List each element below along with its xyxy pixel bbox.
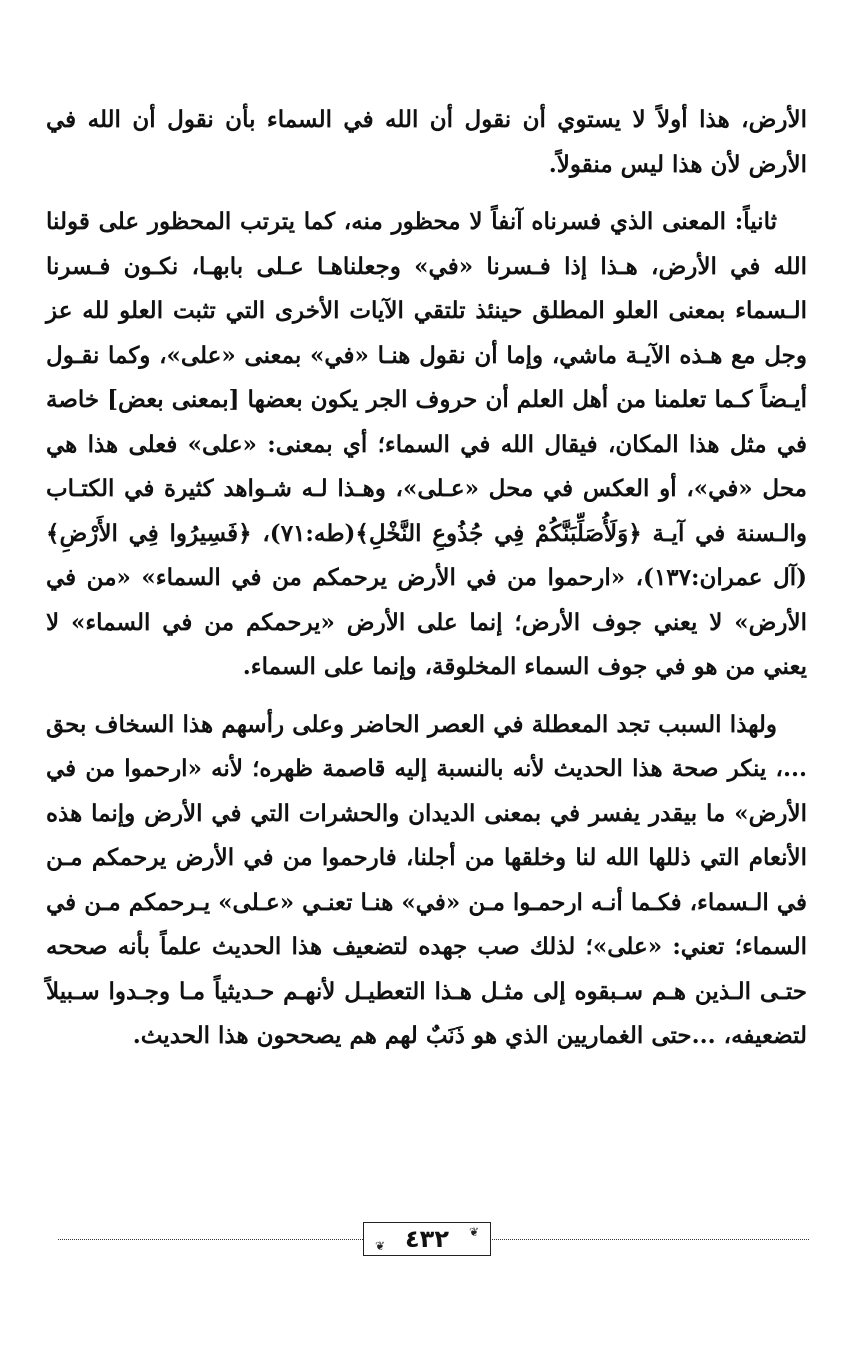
page-number: ٤٣٢ [405,1225,449,1253]
page-number-frame [363,1222,491,1256]
floral-ornament-icon: ❦ [468,1225,480,1239]
paragraph-1: الأرض، هذا أولاً لا يستوي أن نقول أن الله في السماء بأن نقول أن الله في الأرض لأن هذا ليس منقولاً. [46,106,807,178]
page-footer [58,1222,809,1262]
body-text [46,98,807,1059]
floral-ornament-icon: ❦ [374,1239,386,1253]
paragraph-3: ولهذا السبب تجد المعطلة في العصر الحاضر وعلى رأسهم هذا السخاف بحق ...، ينكر صحة هذا الحديث لأنه بالنسبة إليه قاصمة ظهره؛ لأنه «ارحموا من في الأرض» ما بيقدر يفسر في بمعنى الديدان والحشرات التي في الأرض وإنما هذه الأنعام التي ذللها الله لنا وخلقها من أجلنا، فارحموا من في الأرض يرحمكم مـن في الـسماء، فكـما أنـه ارحمـوا مـن «في» هنـا تعنـي «عـلى» يـرحمكم مـن في السماء؛ تعني: «على»؛ لذلك صب جهده لتضعيف هذا الحديث علماً بأنه صححه حتـى الـذين هـم سـبقوه إلى مثـل هـذا التعطيـل لأنهـم حـديثياً مـا وجـدوا سـبيلاً لتضعيفه، ...حتى الغماريين الذي هو ذَنَبٌ لهم هم يصححون هذا الحديث. [46,710,807,1049]
paragraph-2: ثانياً: المعنى الذي فسرناه آنفاً لا محظور منه، كما يترتب المحظور على قولنا الله في الأرض، هـذا إذا فـسرنا «في» وجعلناهـا عـلى بابهـا، نكـون فـسرنا الـسماء بمعنى العلو المطلق حينئذ تلتقي الآيات الأخرى التي تثبت العلو لله عز وجل مع هـذه الآيـة ماشي، وإما أن نقول هنـا «في» بمعنى «على»، وكما نقـول أيـضاً كـما تعلمنا من أهل العلم أن حروف الجر يكون بعضها [بمعنى بعض] خاصة في مثل هذا المكان، فيقال الله في السماء؛ أي بمعنى: «على» فعلى هذا هي محل «في»، أو العكس في محل «عـلى»، وهـذا لـه شـواهد كثيرة في الكتـاب والـسنة في آيـة ﴿وَلَأُصَلِّبَنَّكُمْ فِي جُذُوعِ النَّخْلِ﴾(طه:٧١)، ﴿فَسِيرُوا فِي الأَرْضِ﴾(آل عمران:١٣٧)، «ارحموا من في الأرض يرحمكم من في السماء» «من في الأرض» لا يعني جوف الأرض؛ إنما على الأرض «يرحمكم من في السماء» لا يعني من هو في جوف السماء المخلوقة، وإنما على السماء. [46,208,807,680]
